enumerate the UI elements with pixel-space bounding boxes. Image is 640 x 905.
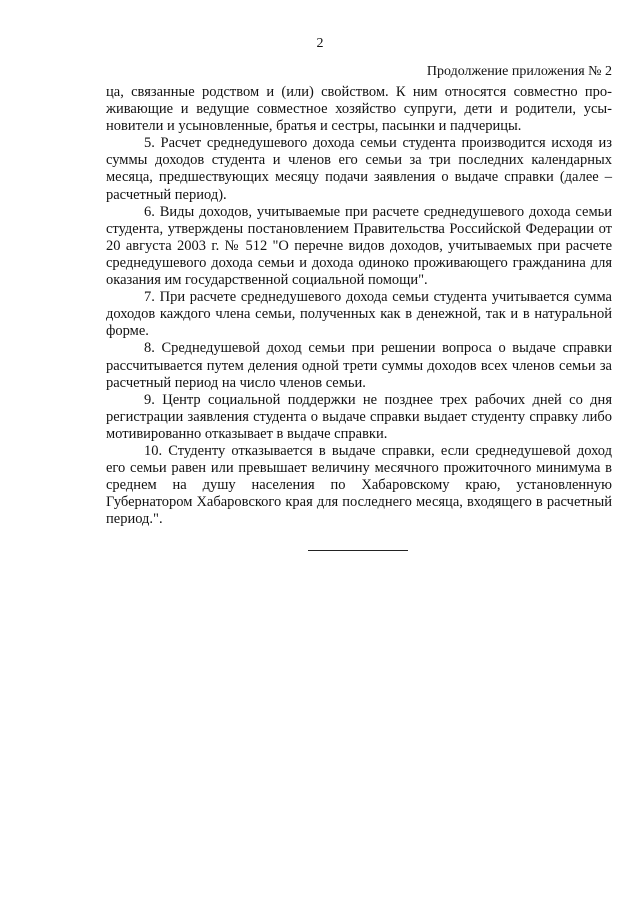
paragraph-item-6: 6. Виды доходов, учитываемые при расчете среднедушевого дохода семьи студента, утверждены постановлением Правительства Российской Федерации от 20 августа 2003 г. № 512 "О перечне видов доходов, учитываемых при расчете среднедушевого дохода семьи и дохода одиноко проживающего гражданина для оказания им государственной социальной помощи". bbox=[106, 203, 612, 289]
paragraph-item-10: 10. Студенту отказывается в выдаче справки, если среднедушевой доход его семьи равен или превышает величину месячного прожиточного минимума в среднем на душу населения по Хабаровскому краю, установленную Губернатором Хабаровского края для последнего месяца, входящего в расчетный период.". bbox=[106, 442, 612, 528]
closing-divider-line bbox=[308, 550, 408, 551]
appendix-continuation-note: Продолжение приложения № 2 bbox=[426, 64, 612, 79]
paragraph-item-8: 8. Среднедушевой доход семьи при решении вопроса о выдаче справки рассчитывается путем деления одной трети суммы доходов всех членов семьи за расчетный период на число членов семьи. bbox=[106, 340, 612, 391]
page-number: 2 bbox=[316, 36, 324, 51]
paragraph-item-7: 7. При расчете среднедушевого дохода семьи студента учитывается сумма доходов каждого члена семьи, полученных как в денежной, так и в натуральной форме. bbox=[106, 289, 612, 340]
paragraph-continuation: ца, связанные родством и (или) свойством. К ним относятся совместно проживающие и ведущие совместное хозяйство супруги, дети и родители, усыновители и усыновленные, братья и сестры, пасынки и падчерицы. bbox=[106, 84, 612, 135]
document-body bbox=[106, 84, 612, 528]
paragraph-item-9: 9. Центр социальной поддержки не позднее трех рабочих дней со дня регистрации заявления студента о выдаче справки выдает студенту справку либо мотивированно отказывает в выдаче справки. bbox=[106, 391, 612, 442]
paragraph-item-5: 5. Расчет среднедушевого дохода семьи студента производится исходя из суммы доходов студента и членов его семьи за три последних календарных месяца, предшествующих месяцу подачи заявления о выдаче справки (далее – расчетный период). bbox=[106, 135, 612, 203]
